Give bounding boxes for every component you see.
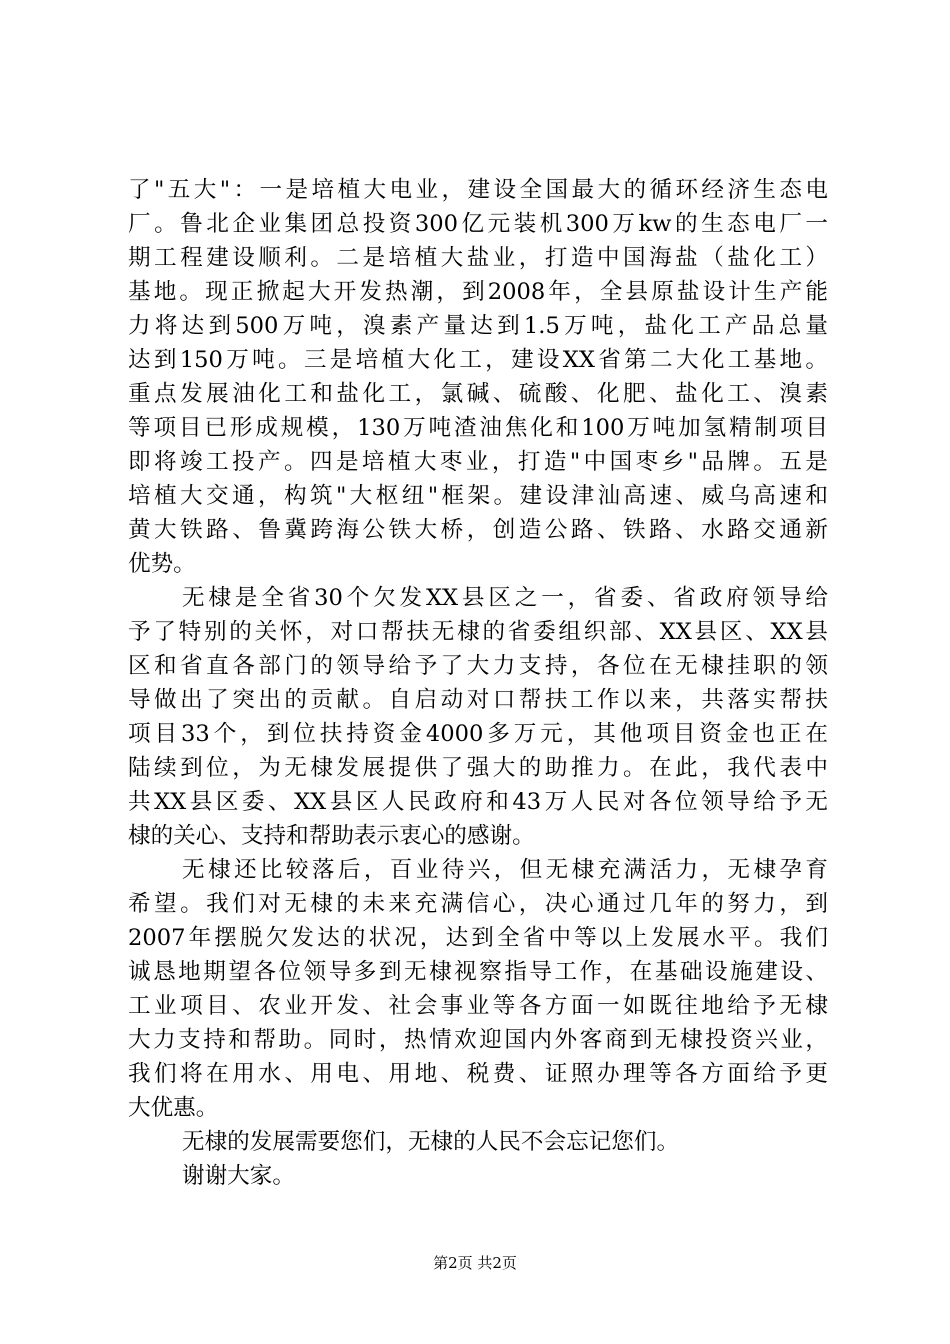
text-line: 区和省直各部门的领导给予了大力支持，各位在无棣挂职的领	[128, 653, 828, 679]
text-line: 了"五大"：一是培植大电业，建设全国最大的循环经济生态电	[128, 177, 828, 203]
text-line: 优势。	[128, 551, 196, 577]
paragraph-first-line: 无棣是全省30个欠发XX县区之一，省委、省政府领导给	[182, 585, 828, 611]
text-line: 予了特别的关怀，对口帮扶无棣的省委组织部、XX县区、XX县	[128, 619, 828, 645]
text-line: 工业项目、农业开发、社会事业等各方面一如既往地给予无棣	[128, 993, 828, 1019]
text-line: 力将达到500万吨，溴素产量达到1.5万吨，盐化工产品总量	[128, 313, 828, 339]
text-line: 黄大铁路、鲁冀跨海公铁大桥，创造公路、铁路、水路交通新	[128, 517, 828, 543]
text-line: 即将竣工投产。四是培植大枣业，打造"中国枣乡"品牌。五是	[128, 449, 828, 475]
text-line: 2007年摆脱欠发达的状况，达到全省中等以上发展水平。我们	[128, 925, 828, 951]
text-line: 培植大交通，构筑"大枢纽"框架。建设津汕高速、威乌高速和	[128, 483, 828, 509]
text-line: 达到150万吨。三是培植大化工，建设XX省第二大化工基地。	[128, 347, 828, 373]
text-line: 项目33个，到位扶持资金4000多万元，其他项目资金也正在	[128, 721, 828, 747]
paragraph-first-line: 无棣还比较落后，百业待兴，但无棣充满活力，无棣孕育	[182, 857, 828, 883]
text-line: 导做出了突出的贡献。自启动对口帮扶工作以来，共落实帮扶	[128, 687, 828, 713]
text-line: 共XX县区委、XX县区人民政府和43万人民对各位领导给予无	[128, 789, 828, 815]
text-line: 基地。现正掀起大开发热潮，到2008年，全县原盐设计生产能	[128, 279, 828, 305]
text-line: 希望。我们对无棣的未来充满信心，决心通过几年的努力，到	[128, 891, 828, 917]
text-line: 陆续到位，为无棣发展提供了强大的助推力。在此，我代表中	[128, 755, 828, 781]
text-line: 棣的关心、支持和帮助表示衷心的感谢。	[128, 823, 535, 849]
closing-line: 谢谢大家。	[182, 1163, 295, 1189]
text-line: 重点发展油化工和盐化工，氯碱、硫酸、化肥、盐化工、溴素	[128, 381, 828, 407]
text-line: 期工程建设顺利。二是培植大盐业，打造中国海盐（盐化工）	[128, 245, 828, 271]
text-line: 大力支持和帮助。同时，热情欢迎国内外客商到无棣投资兴业，	[128, 1027, 828, 1053]
page-number-footer: 第2页 共2页	[433, 1254, 517, 1272]
text-line: 等项目已形成规模，130万吨渣油焦化和100万吨加氢精制项目	[128, 415, 828, 441]
paragraph-first-line: 无棣的发展需要您们，无棣的人民不会忘记您们。	[182, 1129, 680, 1155]
text-line: 厂。鲁北企业集团总投资300亿元装机300万kw的生态电厂一	[128, 211, 828, 237]
text-line: 大优惠。	[128, 1095, 219, 1121]
text-line: 我们将在用水、用电、用地、税费、证照办理等各方面给予更	[128, 1061, 828, 1087]
text-line: 诚恳地期望各位领导多到无棣视察指导工作，在基础设施建设、	[128, 959, 828, 985]
